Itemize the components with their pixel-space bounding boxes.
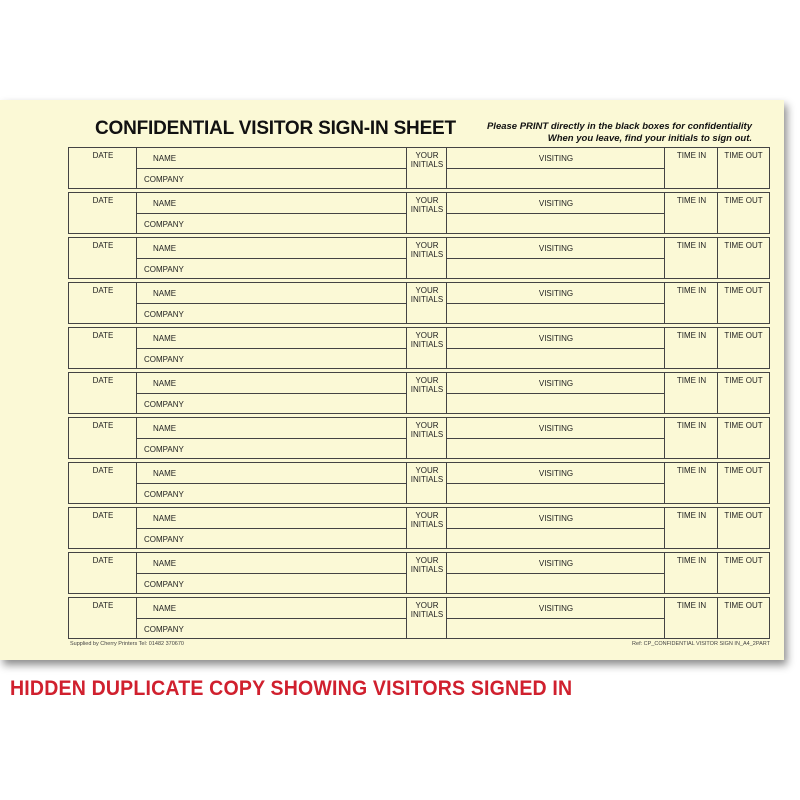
- company-field[interactable]: [137, 619, 406, 638]
- table-row: [68, 507, 770, 549]
- initials-label: YOUR INITIALS: [410, 601, 444, 619]
- visiting-field[interactable]: [447, 553, 664, 593]
- visiting-cell: [447, 373, 665, 413]
- name-label: NAME: [153, 379, 177, 388]
- time-out-field[interactable]: [718, 148, 769, 188]
- footer-reference: Ref: CP_CONFIDENTIAL VISITOR SIGN IN_A4_2PART: [632, 641, 770, 647]
- initials-label: YOUR INITIALS: [410, 286, 444, 304]
- time-out-label: TIME OUT: [724, 466, 763, 475]
- visiting-cell: [447, 553, 665, 593]
- visiting-label: VISITING: [538, 604, 574, 613]
- company-label: COMPANY: [144, 535, 184, 544]
- date-field[interactable]: [69, 283, 137, 323]
- date-label: DATE: [92, 601, 114, 610]
- visiting-field[interactable]: [447, 238, 664, 278]
- time-in-label: TIME IN: [676, 601, 707, 610]
- initials-label: YOUR INITIALS: [410, 556, 444, 574]
- visiting-label: VISITING: [538, 379, 574, 388]
- name-field[interactable]: [137, 598, 406, 618]
- initials-label: YOUR INITIALS: [410, 466, 444, 484]
- date-label: DATE: [92, 196, 114, 205]
- name-field[interactable]: [137, 553, 406, 573]
- time-in-field[interactable]: [665, 238, 718, 278]
- visiting-cell: [447, 598, 665, 638]
- company-field[interactable]: [137, 169, 406, 188]
- name-label: NAME: [153, 199, 177, 208]
- initials-field[interactable]: [407, 148, 447, 188]
- company-field[interactable]: [137, 529, 406, 548]
- date-field[interactable]: [69, 238, 137, 278]
- company-label: COMPANY: [144, 445, 184, 454]
- time-out-label: TIME OUT: [724, 286, 763, 295]
- footer-supplier: Supplied by Cherry Printers Tel: 01482 370670: [70, 641, 184, 647]
- date-field[interactable]: [69, 508, 137, 548]
- name-label: NAME: [153, 289, 177, 298]
- time-out-field[interactable]: [718, 328, 769, 368]
- date-field[interactable]: [69, 463, 137, 503]
- company-field[interactable]: [137, 214, 406, 233]
- time-in-field[interactable]: [665, 463, 718, 503]
- time-in-label: TIME IN: [676, 421, 707, 430]
- company-label: COMPANY: [144, 355, 184, 364]
- date-label: DATE: [92, 466, 114, 475]
- visiting-field[interactable]: [447, 148, 664, 188]
- date-field[interactable]: [69, 328, 137, 368]
- table-row: [68, 147, 770, 189]
- company-label: COMPANY: [144, 400, 184, 409]
- time-in-field[interactable]: [665, 328, 718, 368]
- name-label: NAME: [153, 604, 177, 613]
- initials-label: YOUR INITIALS: [410, 196, 444, 214]
- name-label: NAME: [153, 424, 177, 433]
- name-field[interactable]: [137, 238, 406, 258]
- visiting-field[interactable]: [447, 283, 664, 323]
- name-company-cell: [137, 553, 407, 593]
- time-out-label: TIME OUT: [724, 511, 763, 520]
- visiting-label: VISITING: [538, 424, 574, 433]
- time-in-label: TIME IN: [676, 286, 707, 295]
- company-field[interactable]: [137, 394, 406, 413]
- date-label: DATE: [92, 421, 114, 430]
- name-label: NAME: [153, 559, 177, 568]
- company-label: COMPANY: [144, 265, 184, 274]
- company-label: COMPANY: [144, 175, 184, 184]
- date-label: DATE: [92, 331, 114, 340]
- date-field[interactable]: [69, 598, 137, 638]
- instruction-line-1: Please PRINT directly in the black boxes for confidentiality: [486, 121, 752, 132]
- name-company-cell: [137, 148, 407, 188]
- initials-field[interactable]: [407, 373, 447, 413]
- visiting-label: VISITING: [538, 469, 574, 478]
- name-field[interactable]: [137, 148, 406, 168]
- company-field[interactable]: [137, 484, 406, 503]
- name-field[interactable]: [137, 328, 406, 348]
- date-label: DATE: [92, 511, 114, 520]
- name-company-cell: [137, 463, 407, 503]
- name-label: NAME: [153, 469, 177, 478]
- table-row: [68, 552, 770, 594]
- duplicate-copy-banner: HIDDEN DUPLICATE COPY SHOWING VISITORS SIGNED IN: [10, 677, 573, 700]
- name-label: NAME: [153, 514, 177, 523]
- table-row: [68, 597, 770, 639]
- time-out-field[interactable]: [718, 193, 769, 233]
- time-out-field[interactable]: [718, 418, 769, 458]
- time-in-label: TIME IN: [676, 241, 707, 250]
- initials-label: YOUR INITIALS: [410, 511, 444, 529]
- name-label: NAME: [153, 244, 177, 253]
- time-out-field[interactable]: [718, 508, 769, 548]
- visiting-field[interactable]: [447, 193, 664, 233]
- time-out-field[interactable]: [718, 553, 769, 593]
- visiting-cell: [447, 508, 665, 548]
- time-in-field[interactable]: [665, 598, 718, 638]
- time-in-label: TIME IN: [676, 466, 707, 475]
- time-out-label: TIME OUT: [724, 151, 763, 160]
- time-out-label: TIME OUT: [724, 331, 763, 340]
- visiting-cell: [447, 238, 665, 278]
- time-out-field[interactable]: [718, 463, 769, 503]
- initials-label: YOUR INITIALS: [410, 331, 444, 349]
- date-label: DATE: [92, 556, 114, 565]
- initials-field[interactable]: [407, 283, 447, 323]
- visiting-label: VISITING: [538, 244, 574, 253]
- initials-label: YOUR INITIALS: [410, 421, 444, 439]
- time-out-label: TIME OUT: [724, 421, 763, 430]
- time-in-label: TIME IN: [676, 376, 707, 385]
- time-out-field[interactable]: [718, 238, 769, 278]
- initials-field[interactable]: [407, 193, 447, 233]
- name-field[interactable]: [137, 463, 406, 483]
- time-out-field[interactable]: [718, 373, 769, 413]
- visiting-field[interactable]: [447, 463, 664, 503]
- time-in-field[interactable]: [665, 418, 718, 458]
- instructions: [487, 121, 752, 145]
- name-company-cell: [137, 283, 407, 323]
- table-row: [68, 282, 770, 324]
- visiting-label: VISITING: [538, 559, 574, 568]
- company-label: COMPANY: [144, 310, 184, 319]
- visiting-cell: [447, 328, 665, 368]
- table-row: [68, 462, 770, 504]
- visiting-field[interactable]: [447, 328, 664, 368]
- time-out-label: TIME OUT: [724, 601, 763, 610]
- sheet-title: CONFIDENTIAL VISITOR SIGN-IN SHEET: [95, 118, 456, 139]
- visiting-field[interactable]: [447, 418, 664, 458]
- visiting-cell: [447, 193, 665, 233]
- visiting-cell: [447, 148, 665, 188]
- visiting-cell: [447, 463, 665, 503]
- date-field[interactable]: [69, 148, 137, 188]
- company-field[interactable]: [137, 349, 406, 368]
- table-row: [68, 237, 770, 279]
- table-row: [68, 372, 770, 414]
- visiting-label: VISITING: [538, 154, 574, 163]
- date-label: DATE: [92, 241, 114, 250]
- time-in-field[interactable]: [665, 148, 718, 188]
- time-out-label: TIME OUT: [724, 196, 763, 205]
- initials-label: YOUR INITIALS: [410, 241, 444, 259]
- name-label: NAME: [153, 334, 177, 343]
- time-out-field[interactable]: [718, 283, 769, 323]
- table-row: [68, 192, 770, 234]
- company-field[interactable]: [137, 574, 406, 593]
- company-label: COMPANY: [144, 625, 184, 634]
- company-label: COMPANY: [144, 580, 184, 589]
- visiting-field[interactable]: [447, 508, 664, 548]
- date-field[interactable]: [69, 193, 137, 233]
- name-company-cell: [137, 508, 407, 548]
- initials-field[interactable]: [407, 238, 447, 278]
- visiting-cell: [447, 283, 665, 323]
- name-company-cell: [137, 418, 407, 458]
- visiting-field[interactable]: [447, 598, 664, 638]
- initials-label: YOUR INITIALS: [410, 151, 444, 169]
- company-field[interactable]: [137, 439, 406, 458]
- visiting-cell: [447, 418, 665, 458]
- name-company-cell: [137, 373, 407, 413]
- time-in-label: TIME IN: [676, 556, 707, 565]
- time-in-label: TIME IN: [676, 196, 707, 205]
- time-in-field[interactable]: [665, 193, 718, 233]
- initials-field[interactable]: [407, 598, 447, 638]
- visiting-label: VISITING: [538, 199, 574, 208]
- name-company-cell: [137, 193, 407, 233]
- time-in-field[interactable]: [665, 283, 718, 323]
- name-field[interactable]: [137, 508, 406, 528]
- date-label: DATE: [92, 286, 114, 295]
- company-label: COMPANY: [144, 220, 184, 229]
- initials-field[interactable]: [407, 463, 447, 503]
- initials-field[interactable]: [407, 508, 447, 548]
- time-in-field[interactable]: [665, 508, 718, 548]
- name-company-cell: [137, 238, 407, 278]
- table-row: [68, 327, 770, 369]
- company-field[interactable]: [137, 259, 406, 278]
- name-field[interactable]: [137, 373, 406, 393]
- initials-field[interactable]: [407, 328, 447, 368]
- time-in-field[interactable]: [665, 373, 718, 413]
- time-out-label: TIME OUT: [724, 556, 763, 565]
- table-row: [68, 417, 770, 459]
- time-out-field[interactable]: [718, 598, 769, 638]
- initials-field[interactable]: [407, 553, 447, 593]
- time-in-field[interactable]: [665, 553, 718, 593]
- time-in-label: TIME IN: [676, 511, 707, 520]
- name-company-cell: [137, 328, 407, 368]
- name-field[interactable]: [137, 418, 406, 438]
- time-in-label: TIME IN: [676, 331, 707, 340]
- date-label: DATE: [92, 376, 114, 385]
- company-field[interactable]: [137, 304, 406, 323]
- time-out-label: TIME OUT: [724, 241, 763, 250]
- date-label: DATE: [92, 151, 114, 160]
- date-field[interactable]: [69, 418, 137, 458]
- name-company-cell: [137, 598, 407, 638]
- initials-label: YOUR INITIALS: [410, 376, 444, 394]
- visiting-label: VISITING: [538, 514, 574, 523]
- name-field[interactable]: [137, 283, 406, 303]
- visiting-field[interactable]: [447, 373, 664, 413]
- instruction-line-2: When you leave, find your initials to sign out.: [547, 133, 752, 144]
- name-field[interactable]: [137, 193, 406, 213]
- date-field[interactable]: [69, 373, 137, 413]
- visiting-label: VISITING: [538, 334, 574, 343]
- time-in-label: TIME IN: [676, 151, 707, 160]
- visiting-label: VISITING: [538, 289, 574, 298]
- company-label: COMPANY: [144, 490, 184, 499]
- name-label: NAME: [153, 154, 177, 163]
- time-out-label: TIME OUT: [724, 376, 763, 385]
- initials-field[interactable]: [407, 418, 447, 458]
- date-field[interactable]: [69, 553, 137, 593]
